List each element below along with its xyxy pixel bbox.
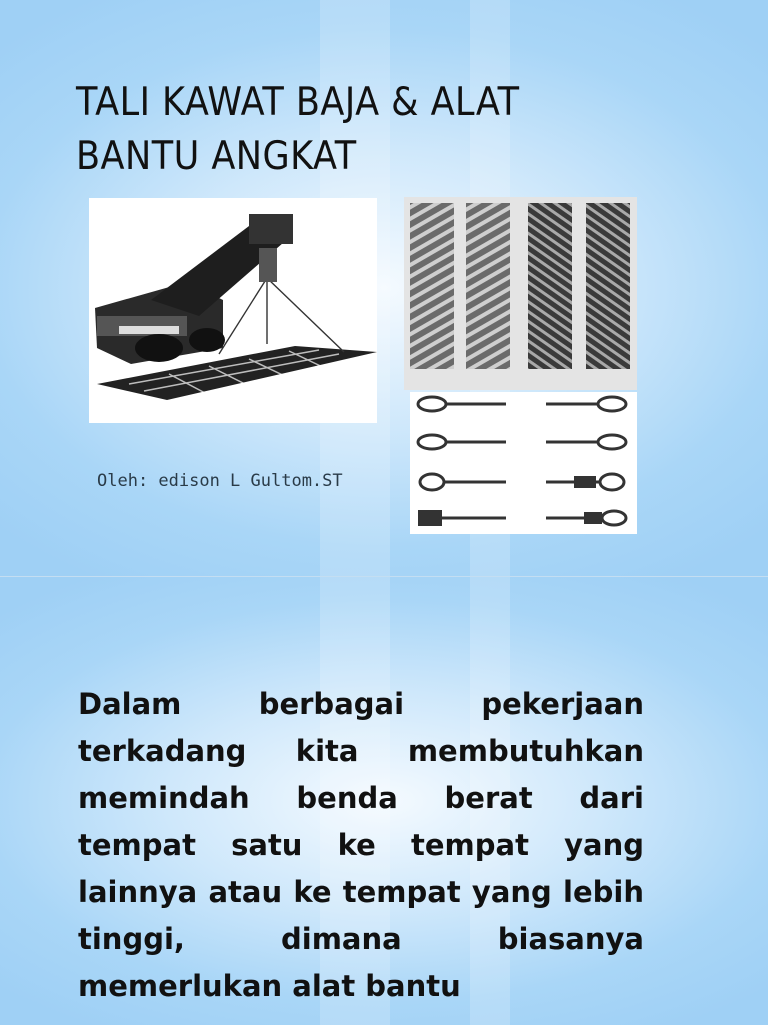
eye-splice-image [410, 392, 637, 534]
slide-title: TALI KAWAT BAJA & ALAT BANTU ANGKAT [76, 80, 520, 179]
wire-rope-image [404, 197, 637, 390]
content-slide [0, 576, 768, 1025]
author-credit: Oleh: edison L Gultom.ST [97, 471, 343, 491]
body-paragraph: Dalam berbagai pekerjaan terkadang kita membutuhkan memindah benda berat dari tempat satu ke tempat yang lainnya atau ke tempat yang lebih tinggi, dimana biasanya memerlukan alat bantu [78, 687, 644, 1003]
crane-image [89, 198, 377, 423]
